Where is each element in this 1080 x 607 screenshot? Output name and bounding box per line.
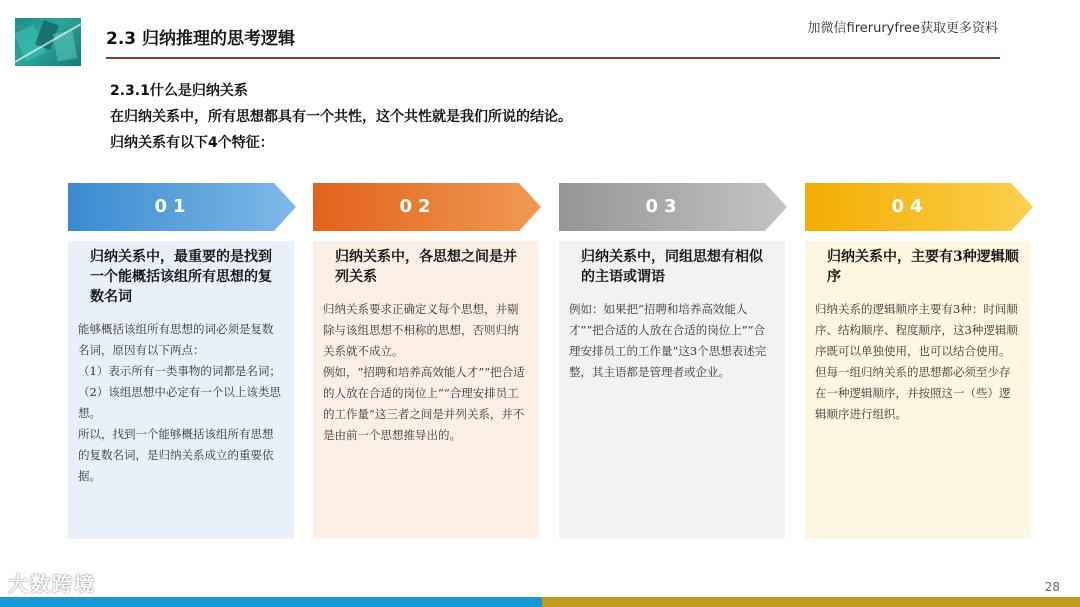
card-heading-1: 归纳关系中，最重要的是找到一个能概括该组所有思想的复数名词 (90, 249, 272, 305)
card-heading-4: 归纳关系中，主要有3种逻辑顺序 (827, 249, 1019, 285)
intro-line-2: 归纳关系有以下4个特征： (110, 135, 274, 151)
page-number: 28 (1044, 580, 1060, 594)
footer-bar-blue (0, 597, 542, 607)
title-divider (106, 57, 1000, 59)
feature-card-3 (559, 241, 785, 539)
card-body-1: 能够概括该组所有思想的词必须是复数名词，原因有以下两点： （1）表示所有一类事物的词都是名词； （2）该组思想中必定有一个以上该类思想。 所以，找到一个能够概括该组所有思想的复数名词，是归纳关系成立的重要依据。 (78, 322, 281, 483)
card-heading-3: 归纳关系中，同组思想有相似的主语或谓语 (581, 249, 763, 285)
feature-card-1 (68, 241, 294, 539)
feature-card-4 (805, 241, 1031, 539)
card-body-2: 归纳关系要求正确定义每个思想，并剔除与该组思想不相称的思想，否则归纳关系就不成立。 例如，“招聘和培养高效能人才”“把合适的人放在合适的岗位上”“合理安排员工的工作量”这三者之间是并列关系，并不是由前一个思想推导出的。 (323, 302, 525, 442)
footer-bar-gold (542, 597, 1080, 607)
watermark-text: 大数跨境 (8, 572, 96, 596)
step-number-1: 01 (154, 196, 192, 217)
card-body-3: 例如：如果把“招聘和培养高效能人才”“把合适的人放在合适的岗位上”“合理安排员工的工作量”这3个思想表述完整，其主语都是管理者或企业。 (569, 302, 767, 379)
step-arrow-2 (313, 183, 541, 231)
step-number-4: 04 (891, 196, 929, 217)
card-body-4: 归纳关系的逻辑顺序主要有3种：时间顺序、结构顺序、程度顺序，这3种逻辑顺序既可以单独使用，也可以结合使用。但每一组归纳关系的思想都必须至少存在一种逻辑顺序，并按照这一（些）逻辑顺序进行组织。 (815, 302, 1018, 421)
step-number-2: 02 (399, 196, 437, 217)
step-arrow-3 (559, 183, 787, 231)
page-title: 2.3 归纳推理的思考逻辑 (106, 29, 296, 49)
section-subheading: 2.3.1什么是归纳关系 (110, 83, 248, 99)
wechat-note: 加微信fireruryfree获取更多资料 (807, 21, 998, 36)
feature-card-2 (313, 241, 539, 539)
step-arrow-4 (805, 183, 1033, 231)
step-arrow-1 (68, 183, 296, 231)
intro-line-1: 在归纳关系中，所有思想都具有一个共性，这个共性就是我们所说的结论。 (110, 109, 572, 125)
step-number-3: 03 (645, 196, 683, 217)
card-heading-2: 归纳关系中，各思想之间是并列关系 (335, 249, 517, 285)
logo-image (15, 18, 81, 66)
